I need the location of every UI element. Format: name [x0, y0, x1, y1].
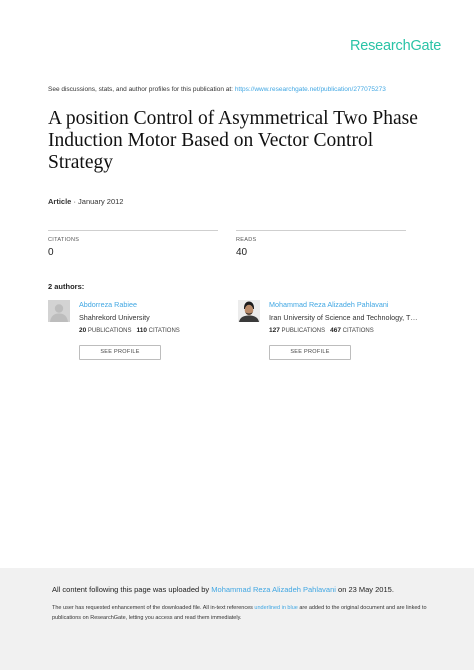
note-text: and are linked to publications on ResearchGate, letting you access and read them immediately.	[52, 605, 427, 621]
authors-heading: 2 authors:	[48, 282, 85, 291]
publications-label: PUBLICATIONS	[87, 328, 132, 334]
author-card	[48, 300, 258, 370]
see-profile-button[interactable]: SEE PROFILE	[79, 345, 161, 360]
uploader-link[interactable]: Mohammad Reza Alizadeh Pahlavani	[211, 585, 336, 594]
citations-count: 110	[136, 327, 147, 334]
publication-title: A position Control of Asymmetrical Two Phase Induction Motor Based on Vector Control Strategy	[48, 108, 418, 173]
reads-label: READS	[236, 237, 257, 243]
discussion-prefix: See discussions, stats, and author profiles for this publication at:	[48, 86, 233, 93]
publications-count: 127	[269, 327, 280, 334]
author-stats	[79, 327, 180, 334]
author-name-link[interactable]: Abdorreza Rabiee	[79, 300, 137, 309]
citations-divider	[48, 230, 218, 231]
reads-divider	[236, 230, 406, 231]
researchgate-logo[interactable]: ResearchGate	[350, 38, 442, 54]
enhancement-note	[52, 603, 432, 623]
discussion-line	[48, 86, 386, 93]
author-card	[238, 300, 443, 370]
author-institution: Iran University of Science and Technology, T…	[269, 313, 418, 322]
note-text: The user has requested enhancement of the downloaded file. All in-text references	[52, 605, 253, 611]
meta-separator: ·	[73, 197, 76, 206]
note-text: are added to the original document	[299, 605, 385, 611]
author-photo-icon[interactable]	[238, 300, 260, 322]
upload-notice	[52, 585, 394, 594]
article-meta	[48, 197, 123, 206]
citations-label: CITATIONS	[148, 328, 180, 334]
citations-value: 0	[48, 247, 54, 258]
author-name-link[interactable]: Mohammad Reza Alizadeh Pahlavani	[269, 300, 389, 309]
article-type: Article	[48, 197, 72, 206]
reads-value: 40	[236, 247, 248, 258]
upload-date: on 23 May 2015.	[338, 585, 394, 594]
publications-label: PUBLICATIONS	[281, 328, 326, 334]
publication-date: January 2012	[78, 197, 124, 206]
publication-url-link[interactable]: https://www.researchgate.net/publication/277075273	[234, 86, 386, 93]
citations-count: 467	[330, 327, 341, 334]
author-institution: Shahrekord University	[79, 313, 150, 322]
author-stats	[269, 327, 374, 334]
avatar-placeholder-icon[interactable]	[48, 300, 70, 322]
citations-label: CITATIONS	[48, 237, 80, 243]
see-profile-button[interactable]: SEE PROFILE	[269, 345, 351, 360]
underlined-blue-link[interactable]: underlined in blue	[254, 605, 298, 611]
publications-count: 20	[79, 327, 87, 334]
citations-label: CITATIONS	[342, 328, 374, 334]
upload-prefix: All content following this page was uploaded by	[52, 585, 210, 594]
